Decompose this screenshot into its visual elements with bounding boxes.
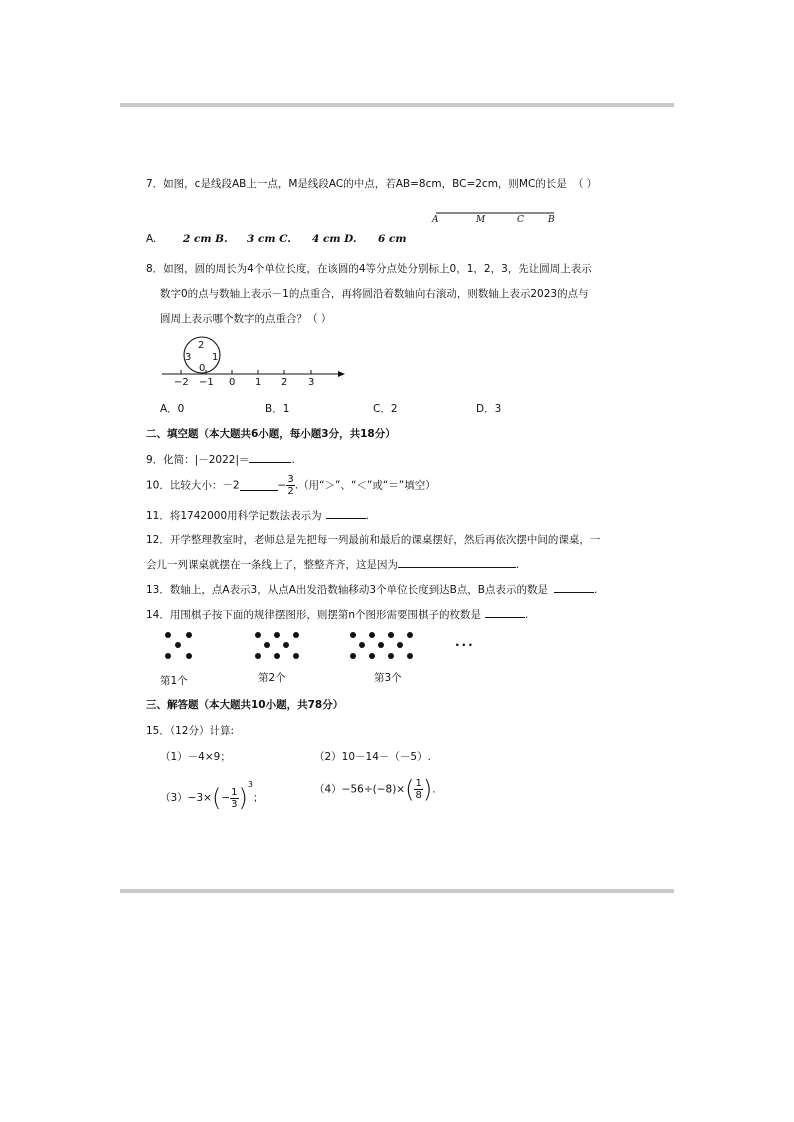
q8-option-c: C．2 <box>373 403 398 415</box>
q10: 10．比较大小：－2 − $\frac{3}{2}$ .（用“＞”、“＜”或“＝”填空） <box>146 474 436 497</box>
q14-pattern-2 <box>255 632 305 662</box>
q14: 14．用围棋子按下面的规律摆图形，则摆第n个图形需要围棋子的枚数是 . <box>146 609 529 621</box>
q8-circle-label-0: 0 <box>199 363 206 374</box>
section3-title: 三、解答题（本大题共10小题，共78分） <box>146 699 344 711</box>
q8-tick-neg2: −2 <box>174 377 189 388</box>
q15-part4-fraction: $\frac{1}{8}$ <box>415 778 422 801</box>
q8-option-d: D．3 <box>476 403 502 415</box>
q8-tick-2: 2 <box>281 377 288 388</box>
q11: 11．将1742000用科学记数法表示为 . <box>146 510 369 522</box>
q8-tick-0: 0 <box>229 377 236 388</box>
q10-fraction: $\frac{3}{2}$ <box>287 474 294 497</box>
q8-tick-neg1: −1 <box>199 377 214 388</box>
q8-tick-1: 1 <box>255 377 262 388</box>
q8-circle-label-3: 3 <box>185 352 192 363</box>
top-rule <box>120 103 674 107</box>
q7-point-b: B <box>548 215 555 225</box>
q9: 9．化简：|－2022|＝ . <box>146 454 295 466</box>
q14-pattern-3 <box>350 632 420 662</box>
q8-circle-label-1: 1 <box>212 352 219 363</box>
q7-point-c: C <box>517 215 524 225</box>
q7-point-m: M <box>476 215 486 225</box>
q13: 13．数轴上，点A表示3，从点A出发沿数轴移动3个单位长度到达B点，B点表示的数是 . <box>146 584 598 596</box>
q8-option-a: A．0 <box>160 403 185 415</box>
q12-line1: 12．开学整理教室时，老师总是先把每一列最前和最后的课桌摆好，然后再依次摆中间的课桌，一 <box>146 534 601 546</box>
q12-line2: 会儿一列课桌就摆在一条线上了，整整齐齐，这是因为 . <box>146 559 520 571</box>
q8-line1: 8．如图，圆的周长为4个单位长度，在该圆的4等分点处分别标上0，1，2，3，先让圆周上表示 <box>146 263 592 275</box>
q8-circle-label-2: 2 <box>198 340 205 351</box>
q7-option-c: 3 cm C. <box>247 233 291 245</box>
q8-line3: 圆周上表示哪个数字的点重合？（ ） <box>160 313 332 325</box>
q15-part3-fraction: $\frac{1}{3}$ <box>231 786 238 810</box>
q7-option-d: 4 cm D. <box>312 233 357 245</box>
bottom-rule <box>120 889 674 893</box>
q14-label-1: 第1个 <box>160 675 188 687</box>
q15-part1: （1）－4×9； <box>160 751 231 763</box>
q7-segment-figure <box>430 207 560 227</box>
q14-pattern-1 <box>165 632 201 662</box>
q15-part3: （3）−3×(− $\frac{1}{3}$ )$^3$； <box>160 780 264 812</box>
q7-option-a: A. <box>146 233 157 245</box>
q7-point-a: A <box>432 215 439 225</box>
section2-title: 二、填空题（本大题共6小题，每小题3分，共18分） <box>146 428 396 440</box>
q15-part2: （2）10－14－（－5）. <box>314 751 431 763</box>
q8-option-b: B．1 <box>265 403 290 415</box>
q14-ellipsis: ··· <box>455 638 475 652</box>
q7-stem: 7．如图，c是线段AB上一点，M是线段AC的中点，若AB=8cm，BC=2cm，则MC的长是 （ ） <box>146 178 598 190</box>
q8-line2: 数字0的点与数轴上表示－1的点重合，再将圆沿着数轴向右滚动，则数轴上表示2023的点与 <box>160 288 589 300</box>
q7-option-b: 2 cm B. <box>183 233 228 245</box>
q15-part4: （4）−56÷(−8)×( $\frac{1}{8}$ ). <box>314 775 436 804</box>
q7-option-e: 6 cm <box>378 233 407 245</box>
q14-label-2: 第2个 <box>258 672 286 684</box>
q14-label-3: 第3个 <box>374 672 402 684</box>
q8-tick-3: 3 <box>308 377 315 388</box>
q15-title: 15．（12分）计算: <box>146 725 235 737</box>
